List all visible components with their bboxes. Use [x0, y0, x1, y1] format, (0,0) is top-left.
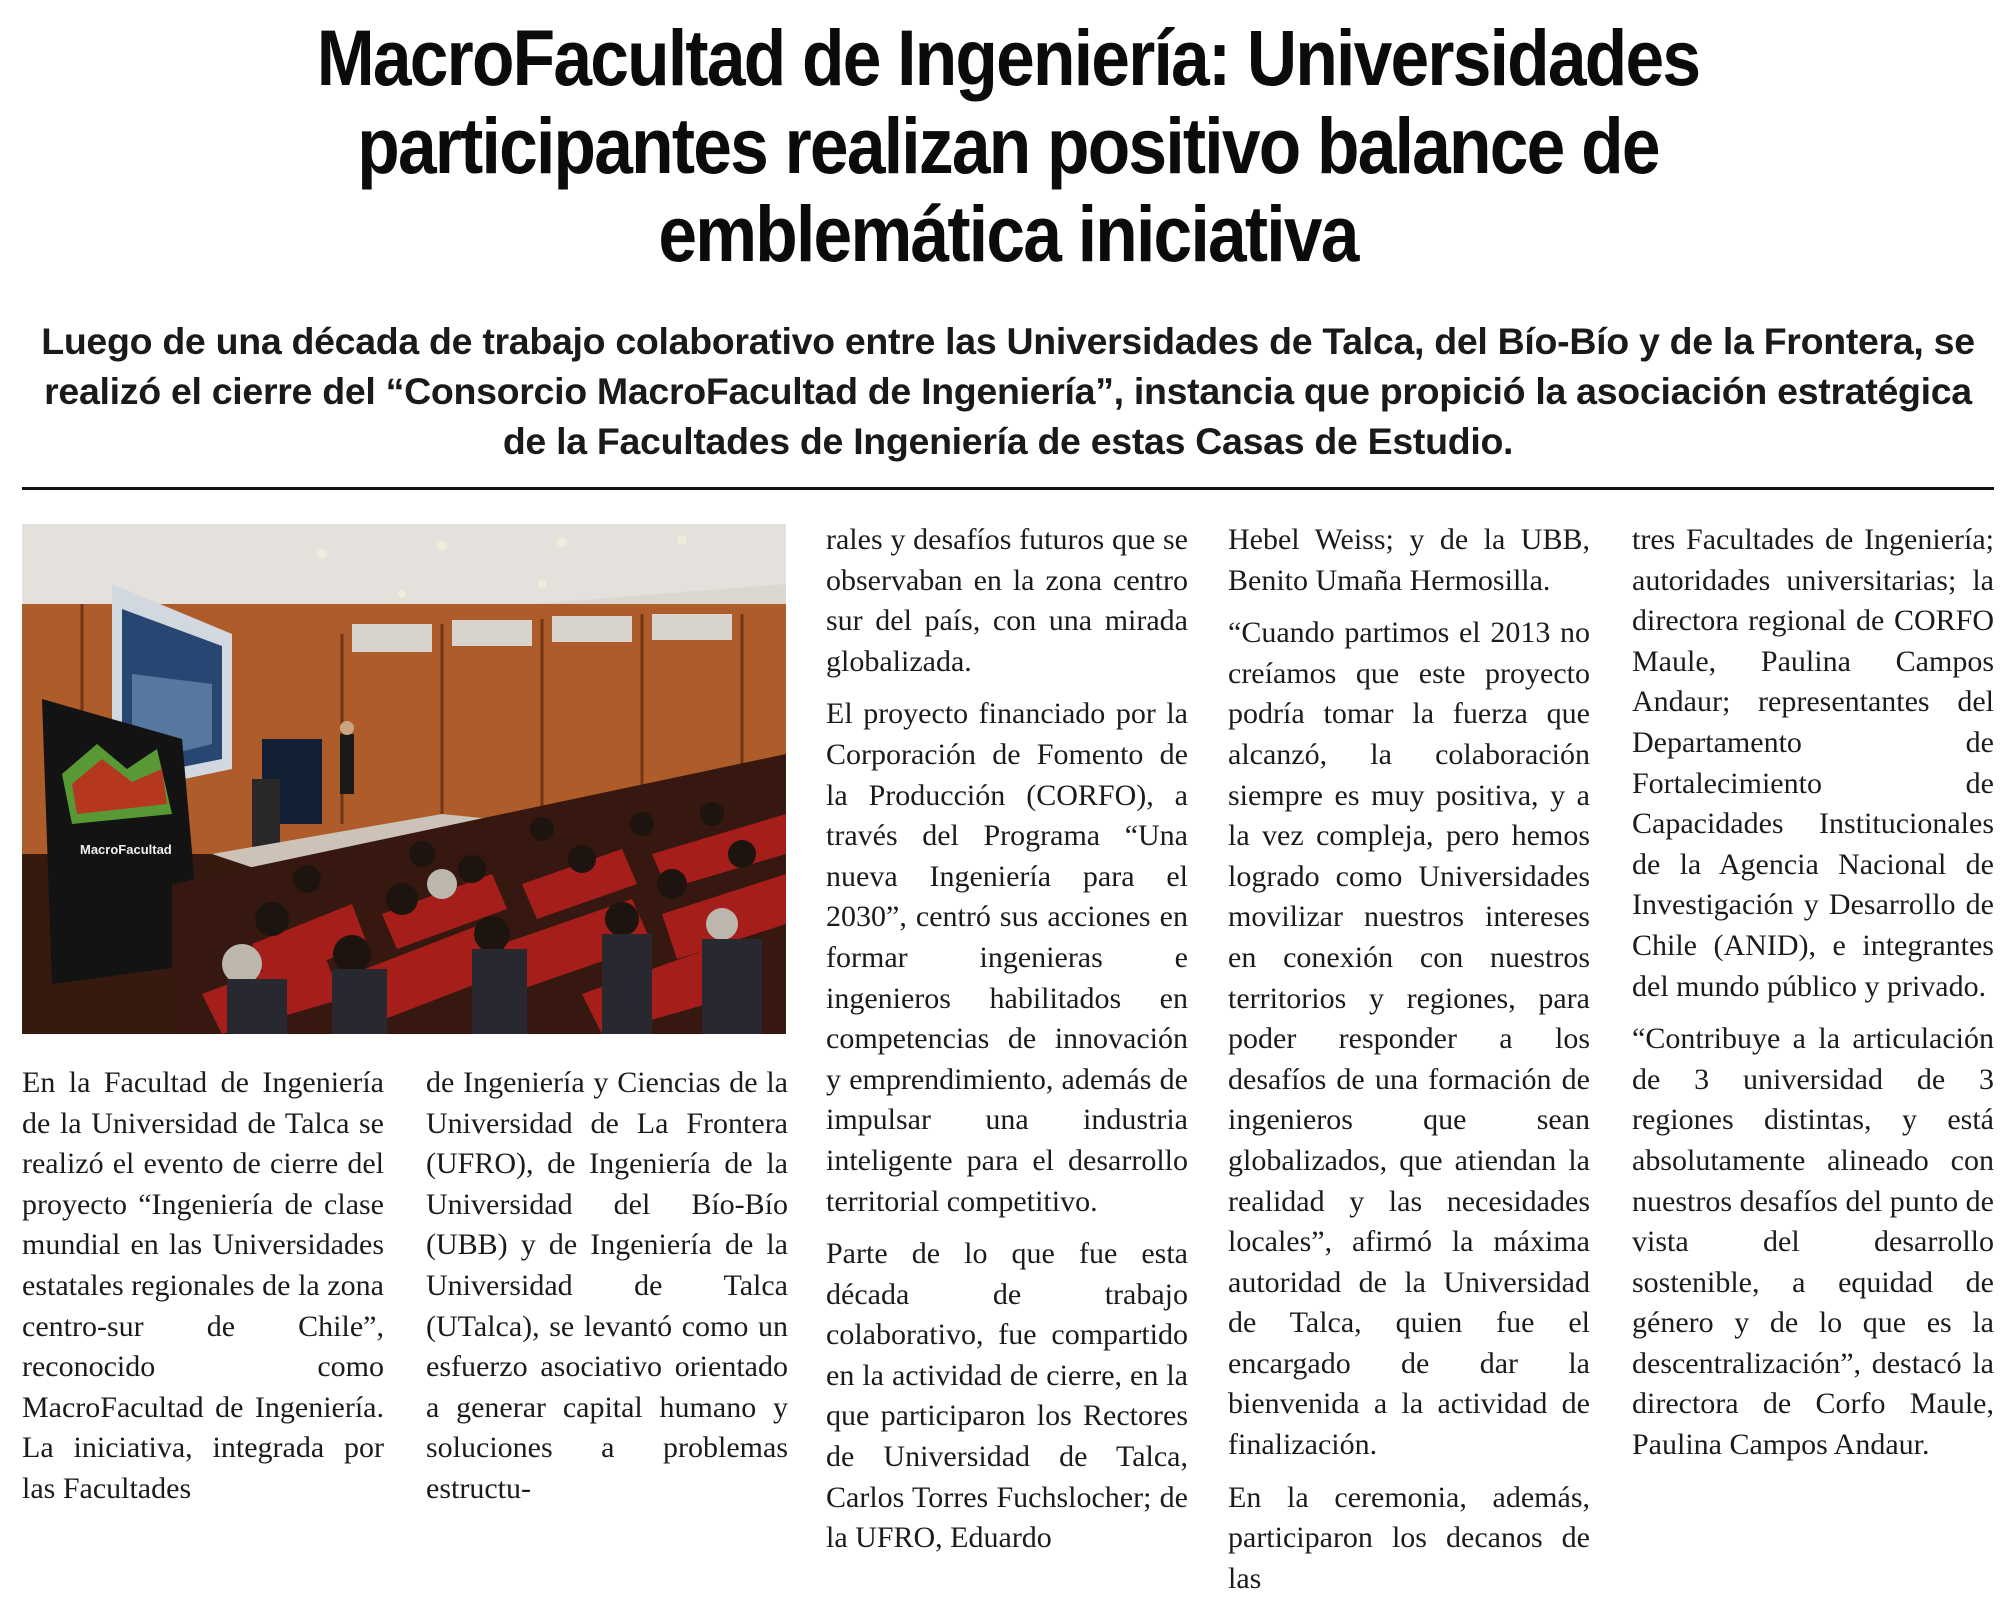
paragraph: tres Facultades de Ingeniería; autoridades universitarias; la directora regional de CORFO Maule, Paulina Campos Andaur; representantes del Departamento de Fortalecimiento de Capacidades Institucionales de la Agencia Nacional de Investigación y Desarrollo de Chile (ANID), e integrantes del mundo público y privado.: [1632, 523, 1994, 1003]
paragraph: El proyecto financiado por la Corporación de Fomento de la Producción (CORFO), a través del Programa “Una nueva Ingeniería para el 2030”, centró sus acciones en formar ingenieras e ingenieros habilitados en competencias de innovación y emprendimiento, además de impulsar una industria inteligente para el desarrollo territorial competitivo.: [826, 697, 1188, 1218]
paragraph: En la Facultad de Ingeniería de la Universidad de Talca se realizó el evento de cierre del proyecto “Ingeniería de clase mundial en las Universidades estatales regionales de la zona centro-sur de Chile”, reconocido como MacroFacultad de Ingeniería. La iniciativa, integrada por las Facultades: [22, 1066, 384, 1505]
paragraph: “Contribuye a la articulación de 3 universidad de 3 regiones distintas, y está absolutamente alineado con nuestros desafíos del punto de vista del desarrollo sostenible, a equidad de género y de lo que es la descentralización”, destacó la directora de Corfo Maule, Paulina Campos Andaur.: [1632, 1022, 1994, 1462]
article-headline: MacroFacultad de Ingeniería: Universidades participantes realizan positivo balance de emblemática iniciativa: [316, 13, 1700, 278]
article-column-1: [22, 1063, 384, 1522]
banner-text: MacroFacultad: [80, 842, 172, 857]
paragraph: Hebel Weiss; y de la UBB, Benito Umaña Hermosilla.: [1228, 523, 1590, 597]
paragraph: rales y desafíos futuros que se observaban en la zona centro sur del país, con una mirada globalizada.: [826, 523, 1188, 678]
article-column-3: [826, 520, 1188, 1571]
article-photo: [22, 524, 786, 1034]
article-column-5: [1632, 520, 1994, 1478]
section-divider: [22, 487, 1994, 490]
article-lede: Luego de una década de trabajo colaborativo entre las Universidades de Talca, del Bío-Bío y de la Frontera, se realizó el cierre del “Consorcio MacroFacultad de Ingeniería”, instancia que propició la asociación estratégica de la Facultades de Ingeniería de estas Casas de Estudio.: [41, 320, 1975, 462]
paragraph: Parte de lo que fue esta década de trabajo colaborativo, fue compartido en la actividad de cierre, en la que participaron los Rectores de Universidad de Talca, Carlos Torres Fuchslocher; de la UFRO, Eduardo: [826, 1237, 1188, 1555]
article-column-4: [1228, 520, 1590, 1611]
paragraph: “Cuando partimos el 2013 no creíamos que este proyecto podría tomar la fuerza que alcanzó, la colaboración siempre es muy positiva, y a la vez compleja, pero hemos logrado como Universidades movilizar nuestros intereses en conexión con nuestros territorios y regiones, para poder responder a los desafíos de una formación de ingenieros que sean globalizados, que atiendan la realidad y las necesidades locales”, afirmó la máxima autoridad de la Universidad de Talca, quien fue el encargado de dar la bienvenida a la actividad de finalización.: [1228, 616, 1590, 1462]
paragraph: En la ceremonia, además, participaron los decanos de las: [1228, 1480, 1590, 1595]
paragraph: de Ingeniería y Ciencias de la Universidad de La Frontera (UFRO), de Ingeniería de la Universidad del Bío-Bío (UBB) y de Ingeniería de la Universidad de Talca (UTalca), se levantó como un esfuerzo asociativo orientado a generar capital humano y soluciones a problemas estructu-: [426, 1066, 788, 1505]
article-column-2: [426, 1063, 788, 1522]
